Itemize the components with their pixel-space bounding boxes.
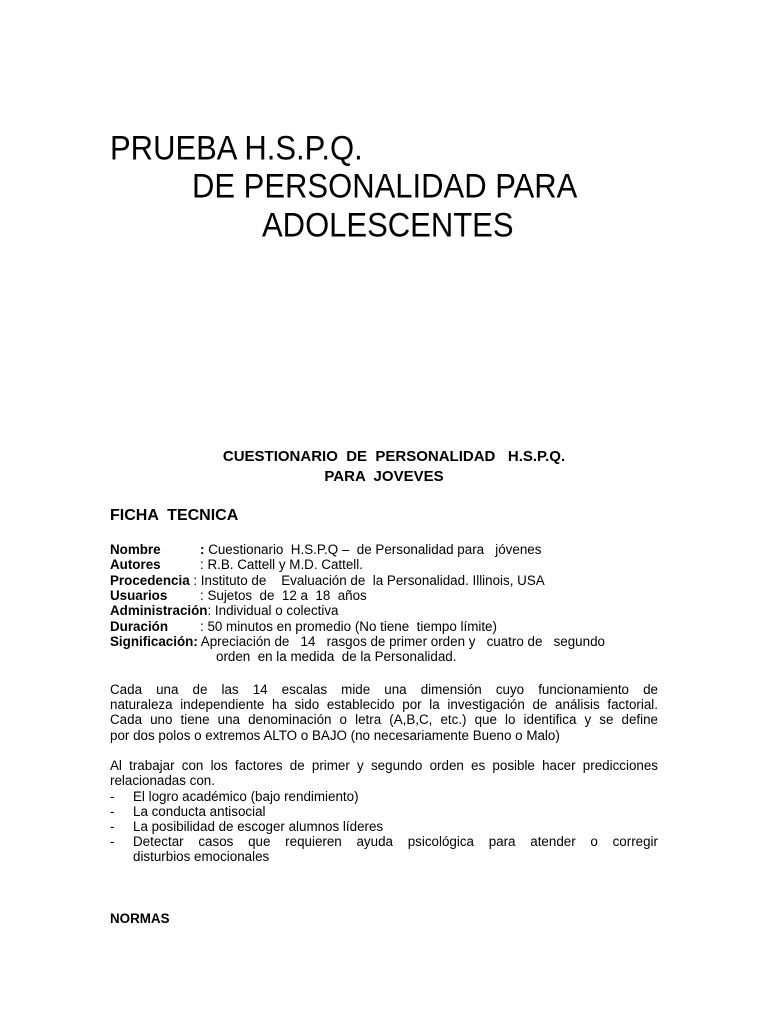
ficha-value: Apreciación de 14 rasgos de primer orden y cuatro de segundo bbox=[197, 634, 605, 649]
list-dash: - bbox=[110, 834, 115, 849]
ficha-tecnica-heading: FICHA TECNICA bbox=[110, 507, 239, 524]
document-title-line-1: PRUEBA H.S.P.Q. bbox=[110, 128, 363, 168]
ficha-row-duracion bbox=[110, 619, 658, 634]
ficha-value-continuation: orden en la medida de la Personalidad. bbox=[216, 649, 457, 664]
ficha-row-autores bbox=[110, 557, 658, 572]
list-item bbox=[110, 834, 658, 864]
ficha-value: : Cuestionario H.S.P.Q – de Personalidad para jóvenes bbox=[200, 542, 542, 557]
list-item bbox=[110, 789, 658, 804]
paragraph-factores bbox=[110, 758, 658, 788]
ficha-row-procedencia bbox=[110, 573, 658, 588]
ficha-row-administracion bbox=[110, 603, 658, 618]
list-item bbox=[110, 819, 658, 834]
list-item-text: La posibilidad de escoger alumnos líderes bbox=[133, 819, 384, 834]
list-item-continuation: disturbios emocionales bbox=[133, 849, 270, 865]
normas-heading: NORMAS bbox=[110, 911, 170, 926]
section-subtitle-line-2: PARA JOVEVES bbox=[324, 468, 444, 485]
document-title-line-3: ADOLESCENTES bbox=[262, 205, 514, 245]
ficha-value-text: Cuestionario H.S.P.Q – de Personalidad para jóvenes bbox=[204, 542, 542, 557]
list-item-text: La conducta antisocial bbox=[133, 804, 266, 819]
paragraph-line: Cada una de las 14 escalas mide una dimensión cuyo funcionamiento de bbox=[110, 682, 658, 697]
ficha-label: Administración bbox=[110, 603, 208, 618]
paragraph-escalas bbox=[110, 682, 658, 743]
paragraph-line: relacionadas con. bbox=[110, 773, 215, 789]
list-dash: - bbox=[110, 804, 115, 819]
section-subtitle-line-1: CUESTIONARIO DE PERSONALIDAD H.S.P.Q. bbox=[222, 448, 566, 465]
ficha-label: Nombre bbox=[110, 542, 161, 557]
ficha-label: Duración bbox=[110, 619, 169, 634]
list-item-text: El logro académico (bajo rendimiento) bbox=[133, 789, 359, 804]
ficha-label: Usuarios bbox=[110, 588, 168, 603]
paragraph-line: Al trabajar con los factores de primer y segundo orden es posible hacer predicciones bbox=[110, 758, 658, 773]
ficha-value: : Individual o colectiva bbox=[207, 603, 339, 618]
ficha-value: : R.B. Cattell y M.D. Cattell. bbox=[200, 557, 363, 572]
ficha-value: : Instituto de Evaluación de la Personalidad. Illinois, USA bbox=[189, 573, 545, 588]
ficha-label: Significación: bbox=[110, 634, 198, 649]
list-dash: - bbox=[110, 819, 115, 834]
ficha-value: : 50 minutos en promedio (No tiene tiempo límite) bbox=[200, 619, 497, 634]
list-item-text: Detectar casos que requieren ayuda psicológica para atender o corregir bbox=[133, 834, 658, 849]
list-dash: - bbox=[110, 789, 115, 804]
list-item bbox=[110, 804, 658, 819]
ficha-row-nombre bbox=[110, 542, 658, 557]
document-title-line-2: DE PERSONALIDAD PARA bbox=[192, 166, 578, 206]
paragraph-line: Cada uno tiene una denominación o letra (A,B,C, etc.) que lo identifica y se define bbox=[110, 712, 658, 728]
ficha-row-significacion bbox=[110, 634, 658, 664]
paragraph-line: naturaleza independiente ha sido establecido por la investigación de análisis factorial. bbox=[110, 697, 658, 713]
ficha-value: : Sujetos de 12 a 18 años bbox=[200, 588, 367, 603]
ficha-row-usuarios bbox=[110, 588, 658, 603]
ficha-label: Procedencia bbox=[110, 573, 190, 588]
paragraph-line: por dos polos o extremos ALTO o BAJO (no necesariamente Bueno o Malo) bbox=[110, 727, 560, 743]
ficha-label: Autores bbox=[110, 557, 161, 572]
